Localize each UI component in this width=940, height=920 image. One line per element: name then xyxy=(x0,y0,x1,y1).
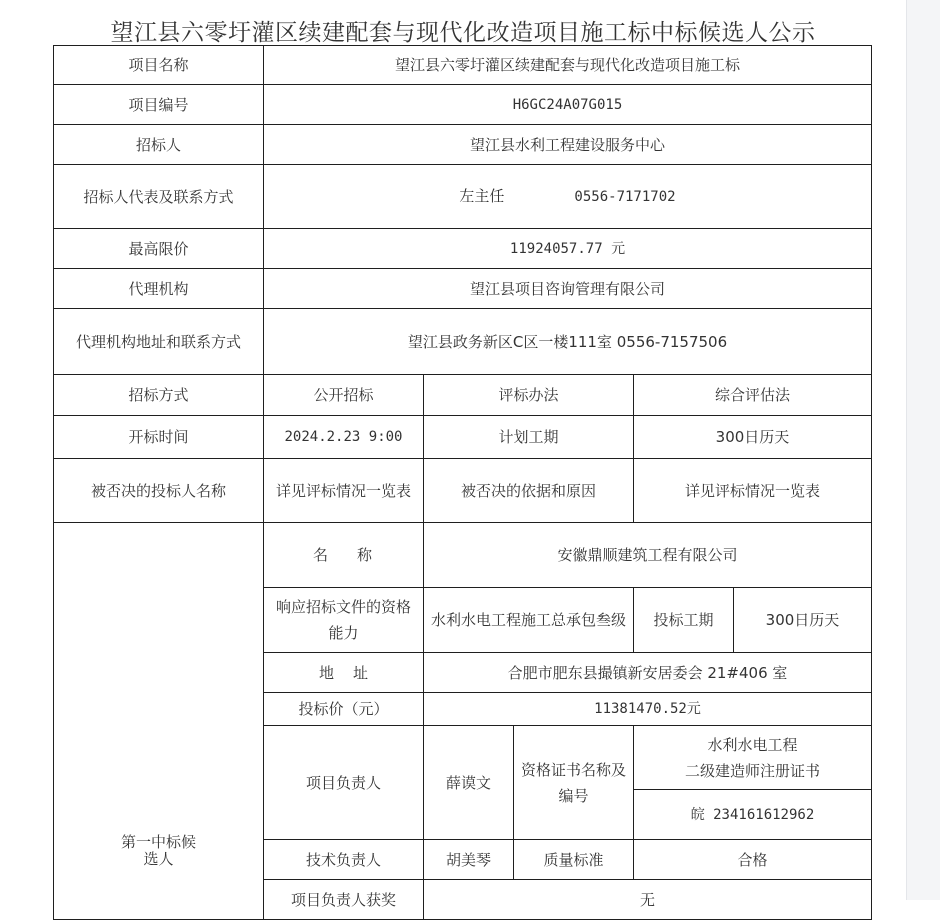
bid-price-label: 投标价（元） xyxy=(264,693,424,726)
qualification-label: 响应招标文件的资格能力 xyxy=(264,588,424,653)
page-scroll-edge xyxy=(906,0,940,900)
first-candidate-label-text: 第一中标候选人 xyxy=(120,833,196,868)
page-title: 望江县六零圩灌区续建配套与现代化改造项目施工标中标候选人公示 xyxy=(110,20,816,46)
row-method xyxy=(54,375,872,416)
rejected-reason-label: 被否决的依据和原因 xyxy=(424,459,634,523)
address-value: 合肥市肥东县撮镇新安居委会 21#406 室 xyxy=(424,653,872,693)
address-label: 地 址 xyxy=(264,653,424,693)
row-max-price xyxy=(54,229,872,269)
notice-table xyxy=(53,45,872,920)
qualification-value: 水利水电工程施工总承包叁级 xyxy=(424,588,634,653)
bid-duration-label: 投标工期 xyxy=(634,588,734,653)
row-project-code xyxy=(54,85,872,125)
plan-period-label: 计划工期 xyxy=(424,416,634,459)
candidate-name-value: 安徽鼎顺建筑工程有限公司 xyxy=(424,523,872,588)
row-tenderer-contact xyxy=(54,165,872,229)
max-price-value: 11924057.77 元 xyxy=(264,229,872,269)
agency-contact-value: 望江县政务新区C区一楼111室 0556-7157506 xyxy=(264,309,872,375)
row-tenderer xyxy=(54,125,872,165)
tech-name: 胡美琴 xyxy=(424,840,514,880)
tech-label: 技术负责人 xyxy=(264,840,424,880)
tenderer-contact-person: 左主任 xyxy=(459,187,505,205)
row-project-name xyxy=(54,46,872,85)
manager-name: 薛谟文 xyxy=(424,726,514,840)
plan-period-value: 300日历天 xyxy=(634,416,872,459)
agency-contact-label: 代理机构地址和联系方式 xyxy=(54,309,264,375)
cert-name-line2: 二级建造师注册证书 xyxy=(684,761,820,780)
bid-price-value: 11381470.52元 xyxy=(424,693,872,726)
awards-label: 项目负责人获奖 xyxy=(264,880,424,920)
rejected-label: 被否决的投标人名称 xyxy=(54,459,264,523)
eval-method-value: 综合评估法 xyxy=(634,375,872,416)
cert-name-line1: 水利水电工程 xyxy=(707,735,798,754)
quality-label: 质量标准 xyxy=(514,840,634,880)
open-time-label: 开标时间 xyxy=(54,416,264,459)
row-candidate-name xyxy=(54,523,872,588)
cert-name xyxy=(634,726,872,790)
method-label: 招标方式 xyxy=(54,375,264,416)
quality-value: 合格 xyxy=(634,840,872,880)
bid-duration-value: 300日历天 xyxy=(734,588,872,653)
agency-label: 代理机构 xyxy=(54,269,264,309)
project-code-label: 项目编号 xyxy=(54,85,264,125)
eval-method-label: 评标办法 xyxy=(424,375,634,416)
tenderer-contact-label: 招标人代表及联系方式 xyxy=(54,165,264,229)
max-price-label: 最高限价 xyxy=(54,229,264,269)
project-name-value: 望江县六零圩灌区续建配套与现代化改造项目施工标 xyxy=(264,46,872,85)
project-name-label: 项目名称 xyxy=(54,46,264,85)
awards-value: 无 xyxy=(424,880,872,920)
first-candidate-label xyxy=(54,523,264,920)
rejected-reason-value: 详见评标情况一览表 xyxy=(634,459,872,523)
tenderer-contact-value xyxy=(264,165,872,229)
tenderer-value: 望江县水利工程建设服务中心 xyxy=(264,125,872,165)
row-open-time xyxy=(54,416,872,459)
manager-label: 项目负责人 xyxy=(264,726,424,840)
candidate-name-label: 名 称 xyxy=(264,523,424,588)
cert-label: 资格证书名称及编号 xyxy=(514,726,634,840)
cert-number: 皖 234161612962 xyxy=(634,790,872,840)
method-value: 公开招标 xyxy=(264,375,424,416)
tenderer-label: 招标人 xyxy=(54,125,264,165)
rejected-value: 详见评标情况一览表 xyxy=(264,459,424,523)
tenderer-contact-phone: 0556-7171702 xyxy=(574,189,676,205)
agency-value: 望江县项目咨询管理有限公司 xyxy=(264,269,872,309)
row-agency xyxy=(54,269,872,309)
row-agency-contact xyxy=(54,309,872,375)
open-time-value: 2024.2.23 9:00 xyxy=(264,416,424,459)
project-code-value: H6GC24A07G015 xyxy=(264,85,872,125)
row-rejected xyxy=(54,459,872,523)
